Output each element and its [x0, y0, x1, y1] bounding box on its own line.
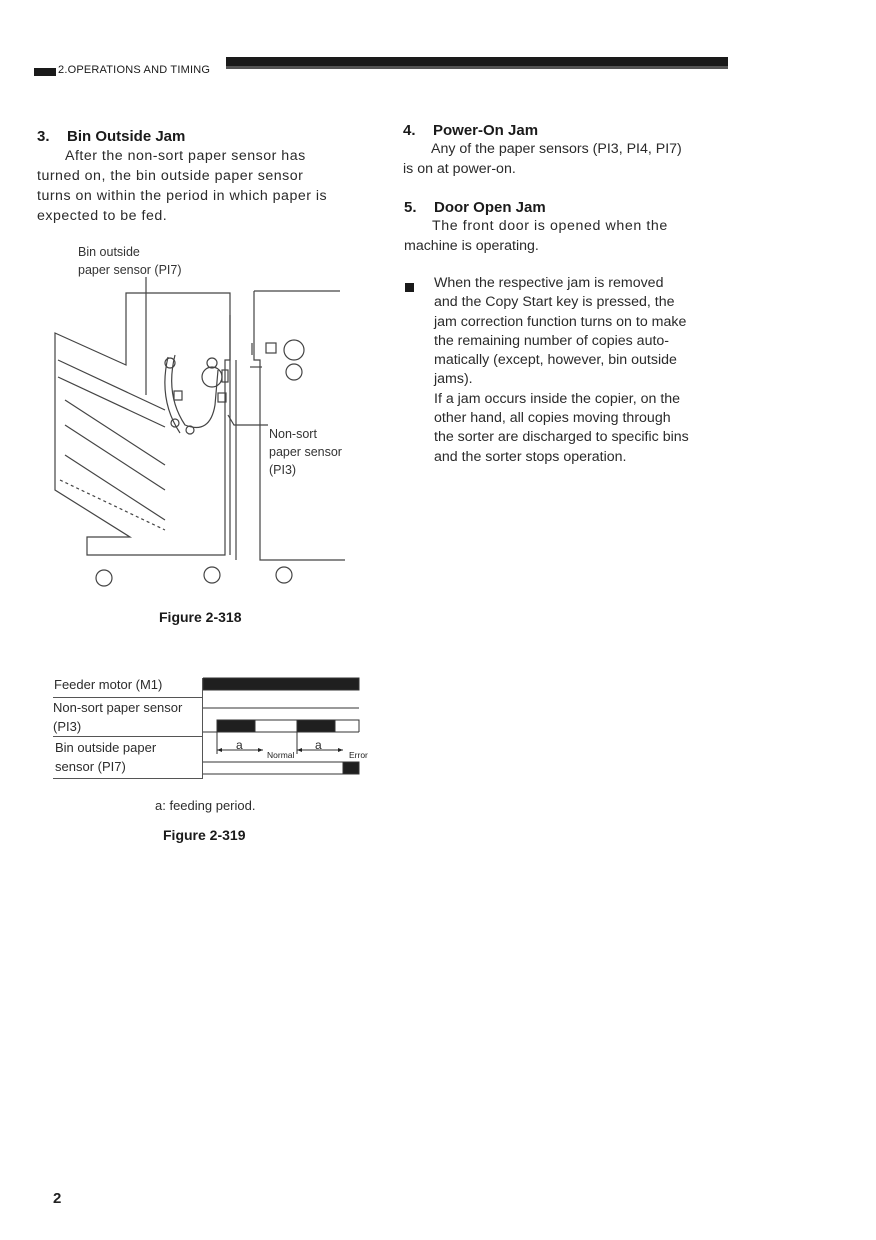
section-3-heading — [37, 128, 377, 145]
section-4-line: is on at power-on. — [403, 161, 516, 177]
note-line: jams). — [434, 371, 473, 388]
fig318-label-line: (PI3) — [269, 463, 297, 477]
sorter-body — [55, 293, 230, 555]
feeder-motor-on — [203, 678, 359, 690]
section-3-number: 3. — [37, 128, 50, 145]
page-number: 2 — [53, 1190, 62, 1207]
timing-note: a: feeding period. — [155, 798, 256, 813]
sorter-diagram — [40, 275, 360, 595]
caster — [96, 570, 112, 586]
period-a-2: a — [315, 738, 322, 752]
section-4-body — [403, 139, 743, 179]
timing-row-label-line: Non-sort paper sensor — [53, 700, 183, 715]
section-3-body — [37, 146, 377, 226]
section-3-line: turns on within the period in which paper is — [37, 188, 328, 204]
header-rule-shadow — [226, 66, 728, 69]
pi3-pulse — [297, 720, 335, 732]
row-divider — [53, 778, 203, 779]
bin-tray — [65, 425, 165, 490]
timing-row-label-line: sensor (PI7) — [55, 759, 126, 774]
row-divider — [53, 736, 203, 737]
fig318-label-line: paper sensor — [269, 445, 342, 459]
section-5-body — [404, 216, 744, 256]
note-body — [434, 274, 744, 467]
section-5-line: machine is operating. — [404, 238, 539, 254]
copier-roller — [284, 340, 304, 360]
note-line: the remaining number of copies auto- — [434, 332, 670, 349]
pi3-leader-line — [228, 415, 268, 425]
normal-label: Normal — [267, 750, 295, 760]
section-4 — [403, 122, 743, 179]
copier-roller — [286, 364, 302, 380]
header-marker — [34, 68, 56, 76]
timing-row-feeder-motor: Feeder motor (M1) — [54, 677, 163, 692]
section-4-line: Any of the paper sensors (PI3, PI4, PI7) — [431, 141, 682, 157]
timing-signals — [203, 670, 373, 785]
timing-row-label-line: (PI3) — [53, 719, 82, 734]
caster — [204, 567, 220, 583]
figure-2-319-caption: Figure 2-319 — [163, 827, 246, 843]
section-3 — [37, 128, 377, 226]
period-a-1: a — [236, 738, 243, 752]
note-line: other hand, all copies moving through — [434, 410, 671, 427]
timing-row-bin-outside-sensor — [55, 738, 156, 776]
section-3-title: Bin Outside Jam — [67, 128, 186, 145]
note-line: the sorter are discharged to specific bins — [434, 429, 689, 446]
section-5-number: 5. — [404, 199, 417, 216]
fig318-label-line: paper sensor (PI7) — [78, 263, 182, 277]
note-line: and the Copy Start key is pressed, the — [434, 294, 675, 311]
roller — [202, 367, 222, 387]
caster — [276, 567, 292, 583]
section-4-title: Power-On Jam — [433, 122, 539, 139]
note-line: When the respective jam is removed — [434, 275, 664, 291]
note-line: jam correction function turns on to make — [434, 313, 687, 330]
row-divider — [53, 697, 203, 698]
section-5-title: Door Open Jam — [434, 199, 546, 216]
sensor-pi7 — [174, 391, 182, 400]
pi7-error-on — [343, 762, 359, 774]
pi3-pulse — [217, 720, 255, 732]
note-line: If a jam occurs inside the copier, on the — [434, 390, 681, 407]
section-3-line: turned on, the bin outside paper sensor — [37, 168, 304, 184]
section-4-heading — [403, 122, 743, 139]
note-bullet — [405, 283, 414, 292]
bin-tray — [65, 400, 165, 465]
bin-tray — [65, 455, 165, 520]
note-line: matically (except, however, bin outside — [434, 352, 677, 369]
error-label: Error — [349, 750, 368, 760]
fig318-label-line: Bin outside — [78, 245, 140, 259]
section-5-line: The front door is opened when the — [432, 218, 668, 234]
figure-2-318-caption: Figure 2-318 — [159, 609, 242, 625]
header-title: 2.OPERATIONS AND TIMING — [58, 64, 211, 76]
note-line: and the sorter stops operation. — [434, 448, 627, 465]
section-5-heading — [404, 199, 744, 216]
header-rule — [226, 57, 728, 66]
copier-box — [266, 343, 276, 353]
fig318-label-line: Non-sort — [269, 427, 317, 441]
section-5 — [404, 199, 744, 256]
timing-row-non-sort-sensor — [53, 698, 182, 736]
timing-row-label-line: Bin outside paper — [55, 740, 157, 755]
timing-chart — [53, 670, 373, 785]
section-4-number: 4. — [403, 122, 416, 139]
fig318-label-bin-outside — [78, 243, 182, 279]
section-3-line: expected to be fed. — [37, 208, 168, 224]
section-3-line: After the non-sort paper sensor has — [65, 148, 306, 164]
